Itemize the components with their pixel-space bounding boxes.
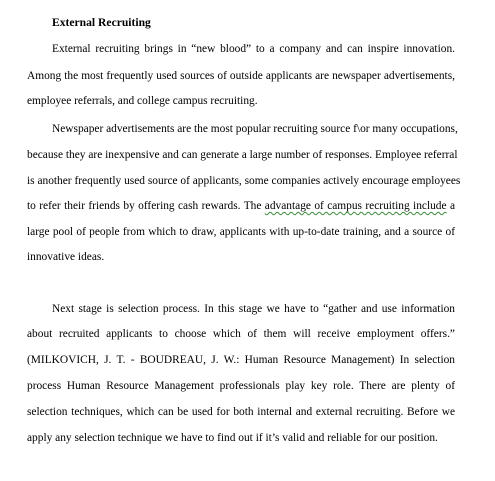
section-heading: External Recruiting (52, 16, 151, 29)
paragraph-2-line-6: innovative ideas. (27, 251, 105, 263)
paragraph-3-line-1: Next stage is selection process. In this stage we have to “gather and use information (52, 303, 455, 315)
paragraph-2-line-1: Newspaper advertisements are the most popular recruiting source f\or many occupations, (52, 123, 458, 135)
paragraph-2-line-4-end: a (446, 200, 455, 212)
paragraph-3-line-5: selection techniques, which can be used for both internal and external recruiting. Before we (27, 406, 455, 418)
paragraph-1-line-2: Among the most frequently used sources of outside applicants are newspaper advertisements, (27, 70, 455, 82)
paragraph-1-line-1: External recruiting brings in “new blood” to a company and can inspire innovation. (52, 43, 455, 55)
paragraph-2-line-5: large pool of people from which to draw, applicants with up-to-date training, and a source of (27, 226, 455, 238)
paragraph-1-line-3: employee referrals, and college campus recruiting. (27, 95, 258, 107)
paragraph-3-line-3: (MILKOVICH, J. T. - BOUDREAU, J. W.: Human Resource Management) In selection (27, 354, 455, 366)
paragraph-3-line-2: about recruited applicants to choose which of them will receive employment offers.” (27, 328, 455, 340)
grammar-flagged-phrase: advantage of campus recruiting include (264, 200, 447, 212)
paragraph-3-line-4: process Human Resource Management professionals play key role. There are plenty of (27, 380, 455, 392)
paragraph-2-line-3: is another frequently used source of applicants, some companies actively encourage employees (27, 175, 461, 187)
paragraph-2-line-2: because they are inexpensive and can generate a large number of responses. Employee referral (27, 149, 458, 161)
paragraph-2-line-4 (27, 199, 455, 213)
paragraph-3-line-6: apply any selection technique we have to find out if it’s valid and reliable for our position. (27, 432, 438, 444)
paragraph-2-line-4-start: to refer their friends by offering cash rewards. The (27, 200, 265, 212)
